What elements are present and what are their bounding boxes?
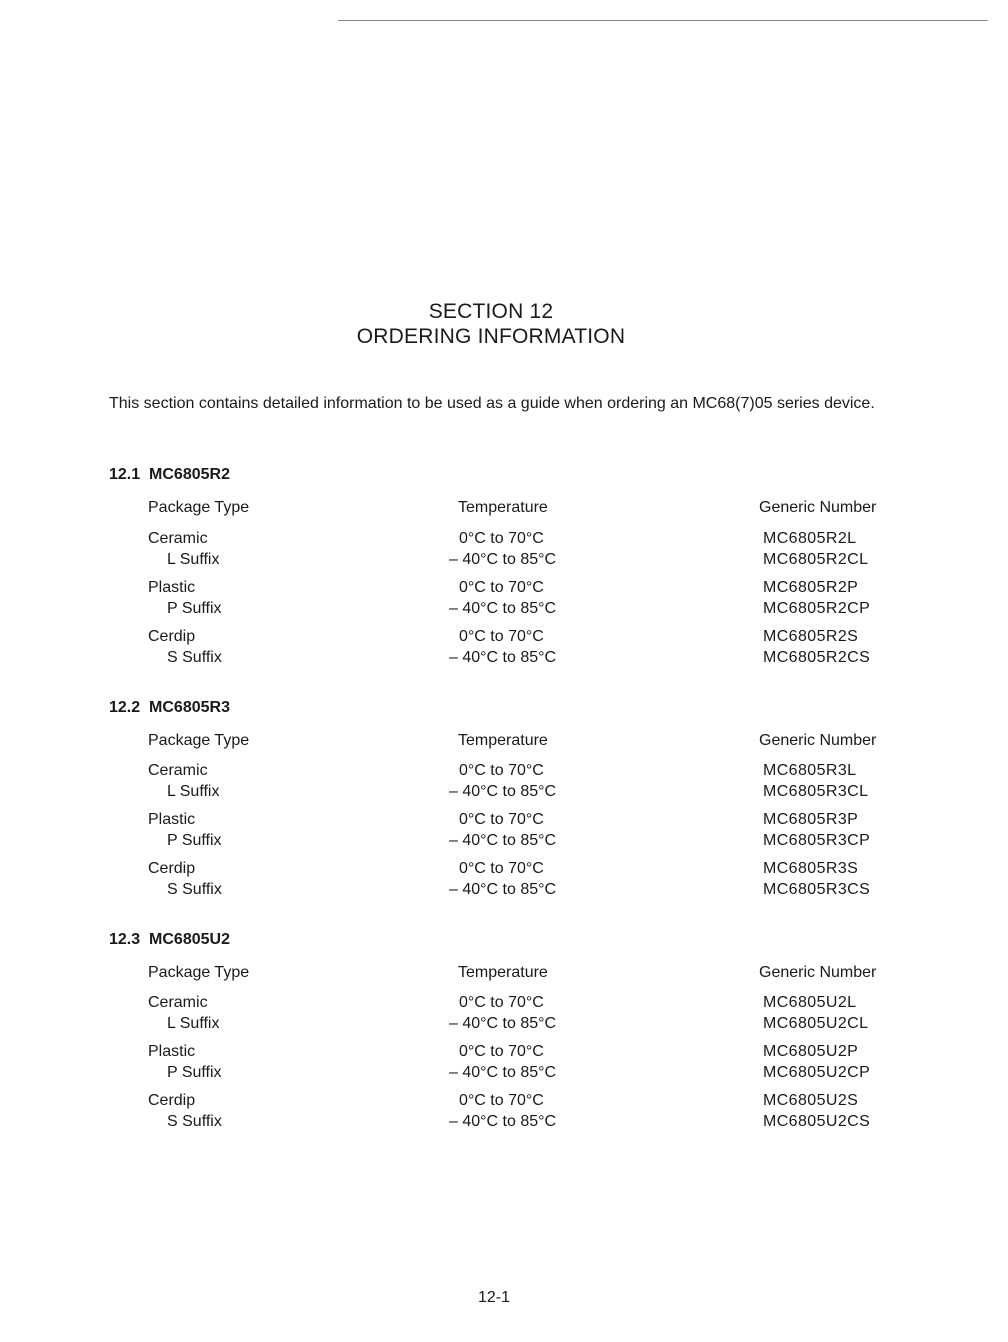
page-title — [0, 299, 982, 349]
package-name: Plastic — [148, 811, 196, 828]
section-heading — [109, 698, 230, 718]
section-device: MC6805R3 — [149, 699, 230, 716]
generic-number: MC6805U2CP — [763, 1064, 871, 1081]
section-number: 12.1 — [109, 466, 141, 483]
generic-number: MC6805R3CL — [763, 783, 869, 800]
section-title: ORDERING INFORMATION — [356, 325, 626, 348]
generic-number: MC6805R2L — [763, 530, 857, 547]
intro-paragraph: This section contains detailed information to be used as a guide when ordering an MC68(7)05 series device. — [109, 395, 875, 412]
package-suffix: S Suffix — [167, 881, 222, 898]
generic-number: MC6805U2S — [763, 1092, 859, 1109]
temperature-industrial: – 40°C to 85°C — [449, 551, 557, 568]
temperature-commercial: 0°C to 70°C — [459, 579, 544, 596]
temperature-industrial: – 40°C to 85°C — [449, 832, 557, 849]
package-name: Ceramic — [148, 762, 208, 779]
page-number: 12-1 — [477, 1289, 511, 1306]
package-suffix: L Suffix — [167, 1015, 220, 1032]
section-device: MC6805R2 — [149, 466, 230, 483]
generic-number: MC6805R3P — [763, 811, 859, 828]
section-12-1 — [0, 465, 1008, 665]
temperature-commercial: 0°C to 70°C — [459, 530, 544, 547]
generic-number: MC6805R3CP — [763, 832, 871, 849]
section-heading — [109, 930, 230, 950]
column-header-temperature: Temperature — [458, 732, 548, 749]
column-header-package: Package Type — [148, 732, 250, 749]
temperature-commercial: 0°C to 70°C — [459, 1092, 544, 1109]
section-12-3 — [0, 930, 1008, 1130]
package-name: Cerdip — [148, 628, 196, 645]
temperature-industrial: – 40°C to 85°C — [449, 1113, 557, 1130]
package-suffix: L Suffix — [167, 783, 220, 800]
generic-number: MC6805R3L — [763, 762, 857, 779]
temperature-industrial: – 40°C to 85°C — [449, 1015, 557, 1032]
package-suffix: S Suffix — [167, 649, 222, 666]
package-name: Plastic — [148, 1043, 196, 1060]
temperature-commercial: 0°C to 70°C — [459, 811, 544, 828]
column-header-temperature: Temperature — [458, 499, 548, 516]
temperature-commercial: 0°C to 70°C — [459, 628, 544, 645]
section-label: SECTION 12 — [428, 300, 554, 323]
temperature-commercial: 0°C to 70°C — [459, 762, 544, 779]
section-number: 12.3 — [109, 931, 141, 948]
generic-number: MC6805R2CS — [763, 649, 871, 666]
section-12-2 — [0, 698, 1008, 898]
package-suffix: S Suffix — [167, 1113, 222, 1130]
generic-number: MC6805R2S — [763, 628, 859, 645]
generic-number: MC6805R2CL — [763, 551, 869, 568]
package-suffix: P Suffix — [167, 832, 222, 849]
package-name: Ceramic — [148, 994, 208, 1011]
package-name: Ceramic — [148, 530, 208, 547]
temperature-commercial: 0°C to 70°C — [459, 860, 544, 877]
package-suffix: P Suffix — [167, 1064, 222, 1081]
column-header-generic: Generic Number — [759, 732, 877, 749]
temperature-commercial: 0°C to 70°C — [459, 994, 544, 1011]
temperature-industrial: – 40°C to 85°C — [449, 600, 557, 617]
generic-number: MC6805U2CS — [763, 1113, 871, 1130]
generic-number: MC6805U2L — [763, 994, 857, 1011]
package-suffix: P Suffix — [167, 600, 222, 617]
package-name: Plastic — [148, 579, 196, 596]
generic-number: MC6805U2P — [763, 1043, 859, 1060]
column-header-generic: Generic Number — [759, 499, 877, 516]
package-name: Cerdip — [148, 860, 196, 877]
generic-number: MC6805U2CL — [763, 1015, 869, 1032]
generic-number: MC6805R3S — [763, 860, 859, 877]
section-device: MC6805U2 — [149, 931, 230, 948]
column-header-temperature: Temperature — [458, 964, 548, 981]
temperature-industrial: – 40°C to 85°C — [449, 649, 557, 666]
section-heading — [109, 465, 230, 485]
temperature-industrial: – 40°C to 85°C — [449, 783, 557, 800]
temperature-industrial: – 40°C to 85°C — [449, 881, 557, 898]
column-header-generic: Generic Number — [759, 964, 877, 981]
generic-number: MC6805R3CS — [763, 881, 871, 898]
temperature-industrial: – 40°C to 85°C — [449, 1064, 557, 1081]
generic-number: MC6805R2P — [763, 579, 859, 596]
generic-number: MC6805R2CP — [763, 600, 871, 617]
section-number: 12.2 — [109, 699, 141, 716]
package-name: Cerdip — [148, 1092, 196, 1109]
top-rule — [338, 20, 988, 21]
column-header-package: Package Type — [148, 499, 250, 516]
column-header-package: Package Type — [148, 964, 250, 981]
temperature-commercial: 0°C to 70°C — [459, 1043, 544, 1060]
package-suffix: L Suffix — [167, 551, 220, 568]
